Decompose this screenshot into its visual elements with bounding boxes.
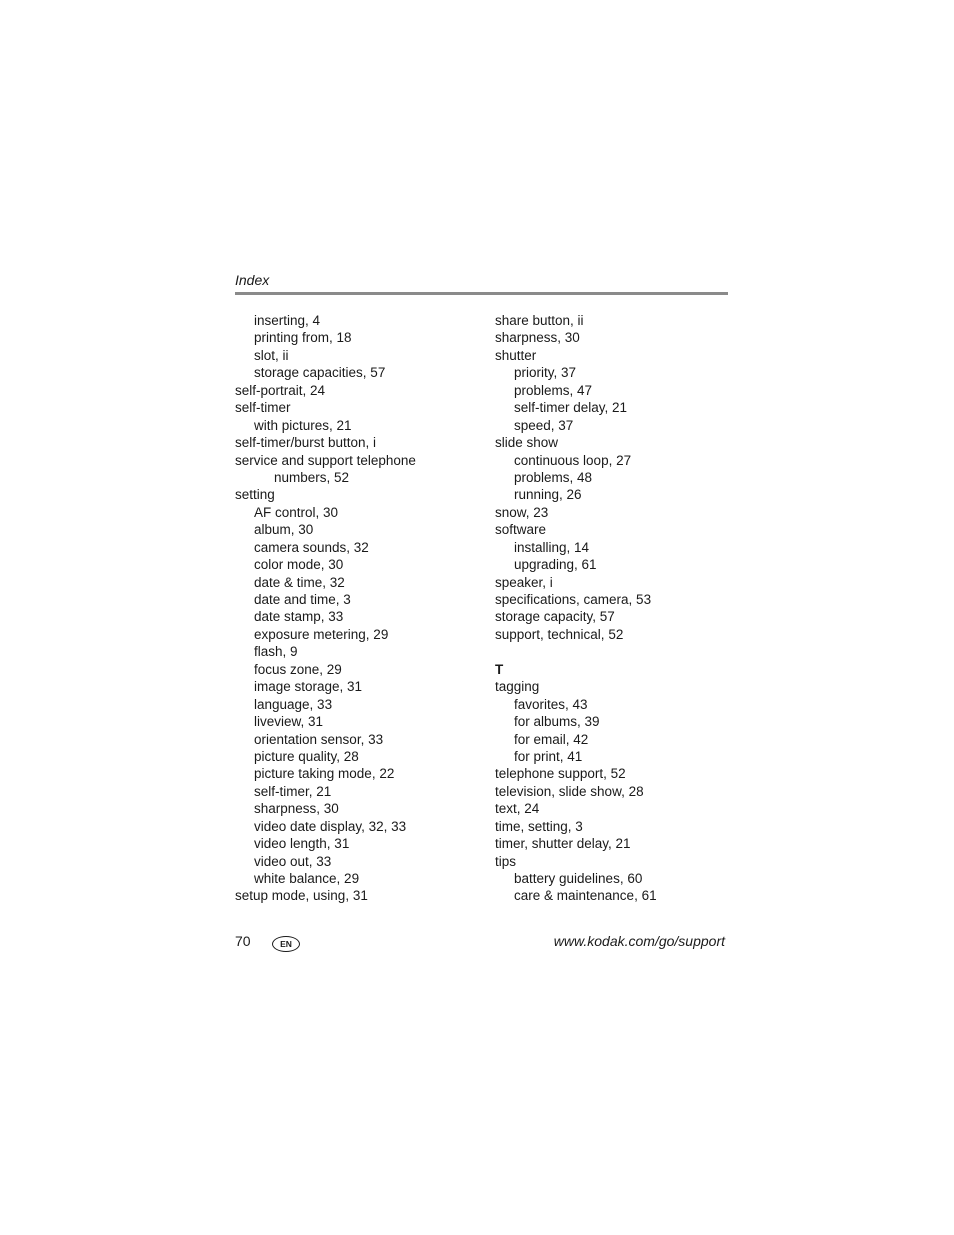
index-subentry: date & time, 32: [254, 574, 345, 590]
index-subentry: self-timer, 21: [254, 783, 332, 799]
index-subentry: care & maintenance, 61: [514, 888, 657, 904]
index-subentry: video out, 33: [254, 853, 332, 869]
index-subentry: liveview, 31: [254, 714, 324, 730]
index-entry: tips: [495, 853, 517, 869]
index-subentry: continuous loop, 27: [514, 452, 632, 468]
index-entry: snow, 23: [495, 504, 549, 520]
index-entry: slide show: [495, 435, 559, 451]
index-subentry: inserting, 4: [254, 313, 321, 328]
index-subentry: installing, 14: [514, 539, 590, 555]
index-entry: television, slide show, 28: [495, 783, 644, 799]
index-subentry: picture quality, 28: [254, 748, 359, 764]
index-column-left: [235, 312, 480, 905]
index-subentry: speed, 37: [514, 417, 574, 433]
index-subentry: camera sounds, 32: [254, 539, 369, 555]
index-entry: storage capacity, 57: [495, 609, 615, 625]
index-column-right: [495, 312, 735, 905]
index-entry: shutter: [495, 347, 537, 363]
support-url: www.kodak.com/go/support: [553, 933, 725, 949]
index-entry: sharpness, 30: [495, 330, 580, 346]
index-subentry: problems, 47: [514, 382, 593, 398]
index-letter-heading: T: [495, 661, 504, 677]
index-subentry: for print, 41: [514, 748, 583, 764]
index-subentry: self-timer delay, 21: [514, 400, 628, 416]
language-badge-icon: EN: [272, 936, 300, 952]
index-entry: self-portrait, 24: [235, 382, 326, 398]
index-subentry: priority, 37: [514, 365, 577, 381]
index-subentry: date and time, 3: [254, 592, 351, 607]
index-subentry: slot, ii: [254, 347, 289, 363]
index-entry: time, setting, 3: [495, 818, 583, 834]
index-entry: self-timer/burst button, i: [235, 435, 377, 451]
index-entry: setup mode, using, 31: [235, 888, 368, 904]
index-subentry: album, 30: [254, 522, 314, 538]
index-entry: tagging: [495, 679, 540, 695]
index-subentry: exposure metering, 29: [254, 626, 389, 642]
index-subentry: AF control, 30: [254, 504, 339, 520]
index-subentry: upgrading, 61: [514, 557, 597, 573]
index-entry: service and support telephone: [235, 452, 416, 468]
index-entry: support, technical, 52: [495, 626, 624, 642]
index-subentry: flash, 9: [254, 644, 298, 660]
index-subentry: printing from, 18: [254, 330, 352, 346]
index-entry: software: [495, 522, 547, 538]
index-subentry: orientation sensor, 33: [254, 731, 384, 747]
index-subentry: for email, 42: [514, 731, 589, 747]
index-subentry: white balance, 29: [254, 871, 360, 886]
index-entry: text, 24: [495, 801, 540, 817]
index-subentry: color mode, 30: [254, 557, 344, 573]
index-subentry: problems, 48: [514, 469, 593, 485]
index-entry: timer, shutter delay, 21: [495, 836, 631, 852]
index-subentry: sharpness, 30: [254, 801, 339, 817]
index-subentry: video date display, 32, 33: [254, 818, 407, 834]
index-entry: specifications, camera, 53: [495, 592, 652, 607]
index-entry: telephone support, 52: [495, 766, 626, 782]
page-number: 70: [235, 933, 251, 949]
index-subentry: storage capacities, 57: [254, 365, 386, 381]
index-entry: share button, ii: [495, 313, 584, 328]
index-subentry: with pictures, 21: [254, 417, 352, 433]
index-subentry: for albums, 39: [514, 714, 600, 730]
index-subentry: focus zone, 29: [254, 661, 342, 677]
index-subentry: numbers, 52: [274, 469, 350, 485]
index-subentry: language, 33: [254, 696, 333, 712]
index-subentry: favorites, 43: [514, 696, 588, 712]
index-subentry: running, 26: [514, 487, 582, 503]
index-entry: speaker, i: [495, 574, 553, 590]
index-entry: setting: [235, 487, 275, 503]
header-divider: [235, 292, 728, 295]
index-subentry: picture taking mode, 22: [254, 766, 395, 782]
index-subentry: battery guidelines, 60: [514, 871, 643, 886]
page-header-title: Index: [235, 272, 270, 288]
index-entry: self-timer: [235, 400, 291, 416]
index-subentry: image storage, 31: [254, 679, 363, 695]
index-subentry: date stamp, 33: [254, 609, 344, 625]
index-subentry: video length, 31: [254, 836, 350, 852]
